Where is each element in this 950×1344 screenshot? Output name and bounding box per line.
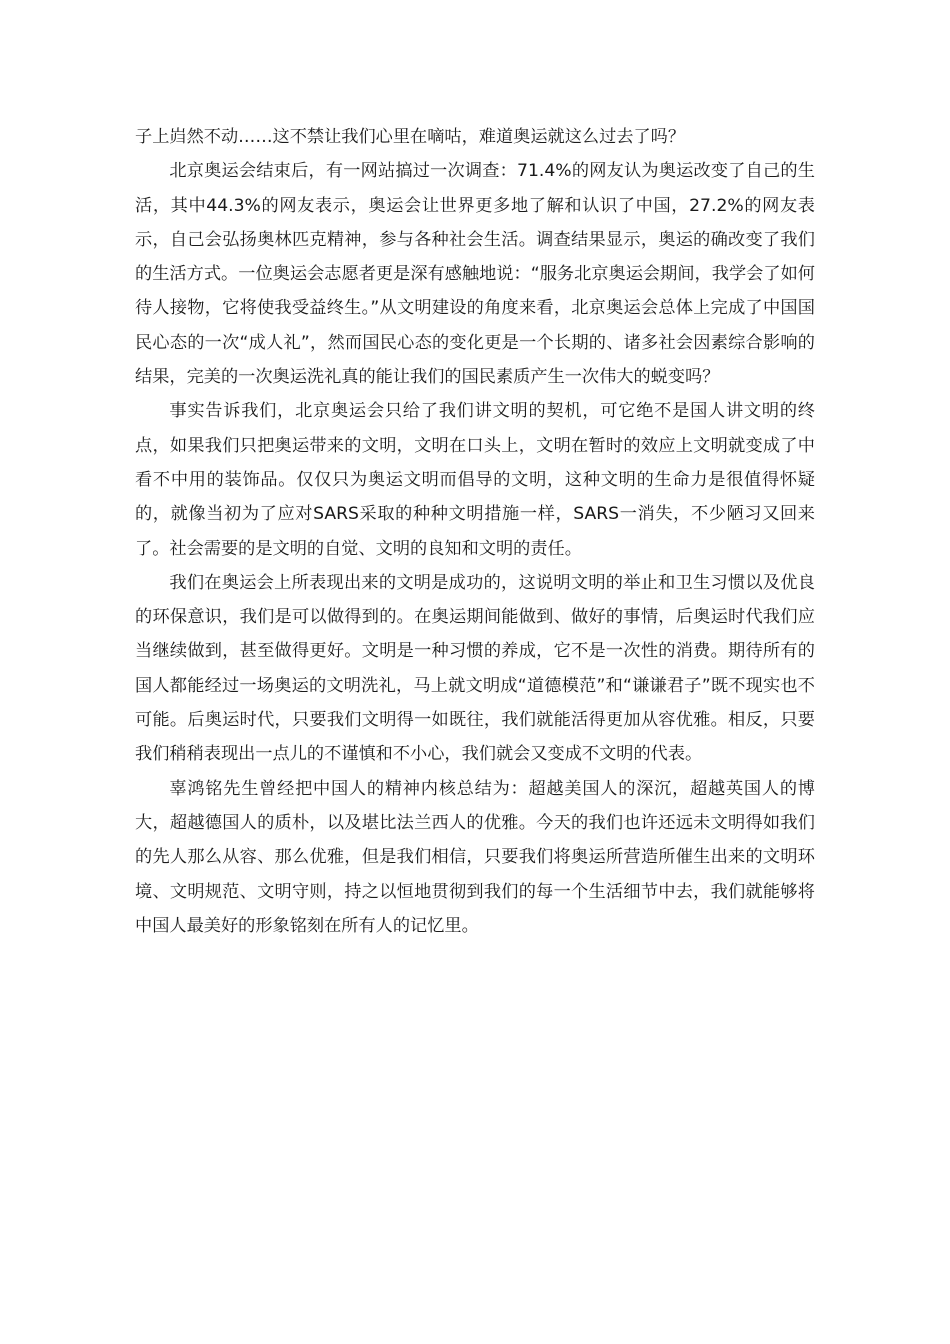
paragraph-continuation: 子上岿然不动……这不禁让我们心里在嘀咕，难道奥运就这么过去了吗？	[135, 127, 686, 147]
paragraph-conclusion: 辜鸿铭先生曾经把中国人的精神内核总结为：超越美国人的深沉，超越英国人的博大，超越德国人的质朴，以及堪比法兰西人的优雅。今天的我们也许还远未文明得如我们的先人那么从容、那么优雅，但是我们相信，只要我们将奥运所营造所催生出来的文明环境、文明规范、文明守则，持之以恒地贯彻到我们的每一个生活细节中去，我们就能够将中国人最美好的形象铭刻在所有人的记忆里。	[135, 778, 815, 936]
paragraph-habits: 我们在奥运会上所表现出来的文明是成功的，这说明文明的举止和卫生习惯以及优良的环保意识，我们是可以做得到的。在奥运期间能做到、做好的事情，后奥运时代我们应当继续做到，甚至做得更好。文明是一种习惯的养成，它不是一次性的消费。期待所有的国人都能经过一场奥运的文明洗礼，马上就文明成“道德模范”和“谦谦君子”既不现实也不可能。后奥运时代，只要我们文明得一如既往，我们就能活得更加从容优雅。相反，只要我们稍稍表现出一点儿的不谨慎和不小心，我们就会又变成不文明的代表。	[135, 572, 815, 765]
paragraph-survey: 北京奥运会结束后，有一网站搞过一次调查：71.4%的网友认为奥运改变了自己的生活，其中44.3%的网友表示，奥运会让世界更多地了解和认识了中国，27.2%的网友表示，自己会弘扬奥林匹克精神，参与各种社会生活。调查结果显示，奥运的确改变了我们的生活方式。一位奥运会志愿者更是深有感触地说：“服务北京奥运会期间，我学会了如何待人接物，它将使我受益终生。”从文明建设的角度来看，北京奥运会总体上完成了中国国民心态的一次“成人礼”，然而国民心态的变化更是一个长期的、诸多社会因素综合影响的结果，完美的一次奥运洗礼真的能让我们的国民素质产生一次伟大的蜕变吗？	[135, 161, 815, 388]
paragraph-facts: 事实告诉我们，北京奥运会只给了我们讲文明的契机，可它绝不是国人讲文明的终点，如果我们只把奥运带来的文明，文明在口头上，文明在暂时的效应上文明就变成了中看不中用的装饰品。仅仅只为奥运文明而倡导的文明，这种文明的生命力是很值得怀疑的，就像当初为了应对SARS采取的种种文明措施一样，SARS一消失，不少陋习又回来了。社会需要的是文明的自觉、文明的良知和文明的责任。	[135, 401, 815, 559]
document-body	[135, 120, 815, 943]
